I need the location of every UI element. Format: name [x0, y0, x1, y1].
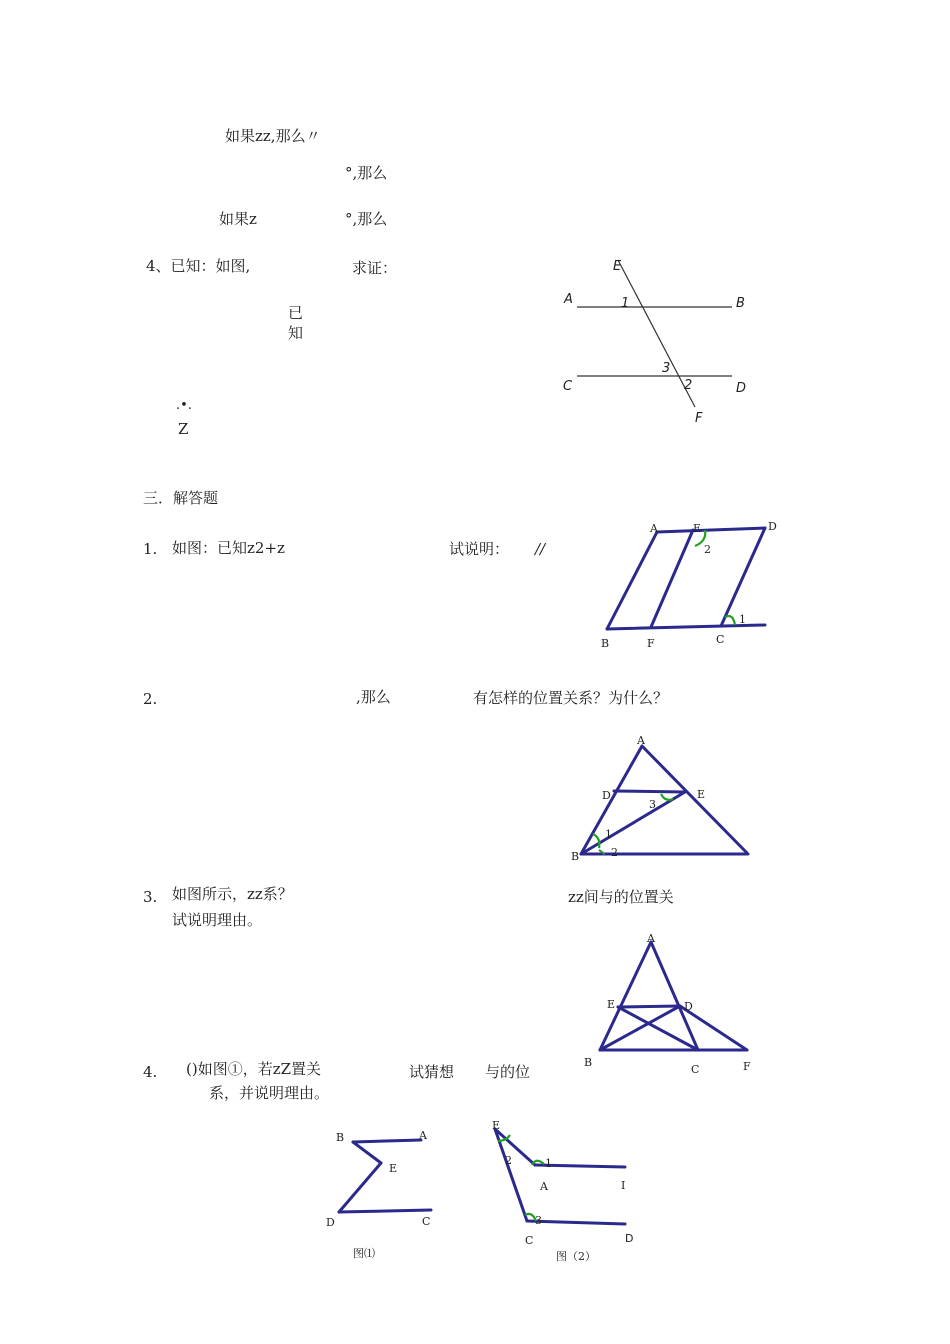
figure-zigzag-1	[320, 1120, 450, 1265]
fig2-label-2: 2	[704, 543, 711, 556]
fig2-line-ef	[651, 530, 693, 627]
fig2-label-b: B	[601, 637, 610, 650]
fig6-label-2: 2	[505, 1154, 512, 1167]
fig6-label-e: E	[492, 1119, 501, 1132]
fig4-label-c: C	[691, 1063, 700, 1076]
q4-known-char-2: 知	[288, 324, 304, 342]
fig2-angle-1-arc	[725, 616, 735, 625]
q4-known-char-1: 已	[288, 304, 304, 322]
p3-text-2: 试说明理由。	[172, 911, 263, 929]
p2-ask: 有怎样的位置关系？为什么？	[473, 689, 669, 707]
fig1-label-b: B	[736, 296, 745, 311]
p3-text: 如图所示，zz系？	[172, 885, 293, 903]
fig1-label-f: F	[695, 411, 703, 426]
fig5-label-d: D	[326, 1216, 335, 1229]
q4-given: 4、已知：如图,	[146, 257, 251, 275]
line-if-then-1: 如果zz,那么〃	[225, 127, 321, 145]
fig2-label-a: A	[650, 522, 658, 535]
fig2-label-d: D	[768, 520, 777, 533]
fig6-label-1: 1	[545, 1157, 552, 1170]
q4-prove-label: 求证：	[352, 259, 398, 277]
p2-text: ,那么	[356, 688, 391, 706]
fig4-side-ab	[600, 942, 651, 1050]
fig5-label-c: C	[422, 1215, 431, 1228]
fig5-line-be	[353, 1142, 381, 1163]
p4-number: 4.	[143, 1063, 158, 1081]
fig5-label-e: E	[389, 1162, 398, 1175]
p1-number: 1.	[143, 540, 158, 558]
fig2-top-side	[657, 528, 765, 532]
q4-therefore-dots: .•.	[176, 398, 192, 413]
fig6-label-c: C	[525, 1234, 534, 1247]
fig4-label-d: D	[684, 1000, 693, 1013]
fig5-label-a: A	[419, 1129, 427, 1142]
fig4-label-a: A	[647, 932, 655, 945]
p1-text: 如图：已知z2+z	[172, 539, 285, 557]
fig4-line-ed	[618, 1006, 680, 1007]
fig2-side-dc	[721, 528, 765, 626]
fig3-label-1: 1	[605, 828, 612, 841]
fig3-line-de	[614, 791, 685, 792]
fig1-label-c: C	[563, 379, 573, 394]
fig3-line-be	[581, 792, 685, 854]
q4-angle-z: Z	[178, 420, 189, 438]
p4-text: ()如图①，若zZ置关	[186, 1060, 322, 1078]
fig2-label-f: F	[647, 637, 655, 650]
fig6-label-d: D	[625, 1232, 634, 1245]
fig5-line-dc	[339, 1210, 431, 1212]
p4-guess: 试猜想	[409, 1063, 455, 1081]
p3-number: 3.	[143, 888, 158, 906]
fig4-label-b: B	[584, 1056, 593, 1069]
p4-text-2: 系，并说明理由。	[209, 1084, 330, 1102]
line-degree-then-2: °,那么	[345, 210, 388, 228]
figure-triangle-de	[565, 730, 760, 870]
fig3-label-2: 2	[611, 846, 618, 859]
fig1-label-a: A	[564, 292, 573, 307]
p4-position: 与的位	[485, 1063, 531, 1081]
figure-parallelogram	[595, 515, 775, 655]
line-degree-then-1: °,那么	[345, 164, 388, 182]
fig1-label-e: E	[613, 259, 622, 274]
fig2-label-1: 1	[739, 613, 746, 626]
fig6-label-3: 3	[535, 1214, 542, 1227]
fig3-label-e: E	[697, 788, 706, 801]
p1-parallel-symbol: //	[535, 540, 546, 558]
fig1-label-1: 1	[621, 296, 630, 311]
fig5-line-ba	[353, 1140, 421, 1142]
fig4-side-ac	[651, 942, 698, 1050]
fig5-caption: 图⑴	[353, 1247, 375, 1260]
fig3-angle-3-arc	[661, 794, 673, 800]
p2-number: 2.	[143, 690, 158, 708]
fig2-side-ab	[607, 532, 657, 629]
p1-ask: 试说明：	[449, 540, 510, 558]
fig2-label-e: E	[693, 522, 702, 535]
fig6-label-a: A	[540, 1180, 548, 1193]
fig4-label-e: E	[607, 998, 616, 1011]
fig1-label-3: 3	[662, 361, 671, 376]
fig6-caption: 图（2）	[556, 1250, 596, 1263]
fig1-label-2: 2	[684, 378, 693, 393]
figure-parallel-transversal	[555, 250, 765, 430]
fig6-label-i: I	[621, 1179, 626, 1192]
p3-right-text: zz间与的位置关	[568, 888, 674, 906]
fig3-label-3: 3	[649, 798, 656, 811]
fig5-label-b: B	[336, 1131, 345, 1144]
fig5-line-ed	[339, 1163, 381, 1212]
figure-triangle-cross	[580, 930, 760, 1080]
fig2-label-c: C	[716, 633, 725, 646]
fig3-label-d: D	[602, 789, 611, 802]
line-if-z: 如果z	[219, 210, 257, 228]
fig4-label-f: F	[743, 1060, 751, 1073]
fig3-label-a: A	[637, 734, 645, 747]
section-title: 三．解答题	[143, 489, 219, 507]
figure-angles-2	[480, 1115, 640, 1270]
fig4-line-ec	[618, 1007, 698, 1050]
fig3-label-b: B	[571, 850, 580, 863]
fig1-label-d: D	[736, 381, 747, 396]
